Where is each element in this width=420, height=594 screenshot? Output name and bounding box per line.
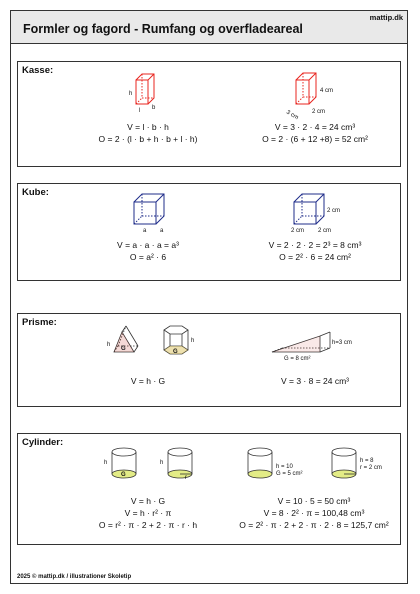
label-b-example: 2 cm — [312, 109, 326, 115]
label-a-front-example: 2 cm — [291, 228, 305, 234]
label-h-example: h=3 cm — [332, 340, 352, 346]
label-b: b — [152, 105, 156, 111]
page-title: Formler og fagord - Rumfang og overfladeareal — [23, 22, 303, 36]
cylinder-radius-example-figure — [328, 444, 404, 490]
cylinder-example-figure — [244, 444, 324, 490]
section-label: Kube: — [22, 187, 49, 198]
label-G: G — [121, 472, 126, 478]
section-kasse — [17, 61, 401, 167]
box-example-figure — [280, 68, 350, 122]
label-G: G — [121, 346, 126, 352]
example-surface: O = 2² · 6 = 24 cm² — [279, 252, 351, 262]
label-h: h — [129, 91, 133, 97]
triangular-prism-figure — [100, 322, 150, 370]
label-G: G — [173, 349, 178, 355]
label-r-example: r = 2 cm — [360, 465, 382, 471]
label-h: h — [191, 338, 195, 344]
example-surface: O = 2² · π · 2 + 2 · π · 2 · 8 = 125,7 cm² — [239, 520, 389, 530]
label-h: h — [107, 342, 111, 348]
section-label: Prisme: — [22, 317, 57, 328]
label-h-example: h = 10 — [276, 464, 293, 470]
formula-volume: V = a · a · a = a³ — [117, 240, 179, 250]
label-l: l — [139, 108, 141, 114]
label-h-example: h = 8 — [360, 458, 374, 464]
label-a-height-example: 2 cm — [327, 208, 341, 214]
formula-surface: O = r² · π · 2 + 2 · π · r · h — [98, 520, 198, 530]
box-figure — [118, 68, 178, 116]
label-a-front: a — [143, 228, 147, 234]
cylinder-figure — [102, 444, 146, 490]
label-h: h — [104, 460, 108, 466]
label-l-example: 3 cm — [285, 109, 300, 122]
cube-example-figure — [280, 190, 350, 234]
section-cylinder — [17, 433, 401, 545]
example-surface: O = 2 · (6 + 12 +8) = 52 cm² — [262, 134, 368, 144]
copyright-footer: 2025 © mattip.dk / illustrationer Skoletip — [17, 574, 132, 580]
section-kube — [17, 183, 401, 281]
cube-figure — [126, 190, 174, 234]
label-a-side: a — [160, 228, 164, 234]
formula-volume: V = l · b · h — [127, 122, 169, 132]
label-r: r — [185, 475, 187, 481]
example-volume: V = 3 · 2 · 4 = 24 cm³ — [274, 122, 356, 132]
label-a-side-example: 2 cm — [318, 228, 332, 234]
label-h: h — [160, 460, 164, 466]
formula-surface: O = a² · 6 — [129, 252, 167, 262]
label-h-example: 4 cm — [320, 88, 334, 94]
formula-surface: O = 2 · (l · b + h · b + l · h) — [98, 134, 198, 144]
site-name: mattip.dk — [369, 13, 403, 22]
example-volume-r: V = 8 · 2² · π = 100,48 cm³ — [263, 508, 365, 518]
example-volume: V = 3 · 8 = 24 cm³ — [280, 376, 350, 386]
example-volume-G: V = 10 · 5 = 50 cm³ — [277, 496, 351, 506]
label-G-example: G = 5 cm² — [276, 471, 303, 477]
formula-volume-G: V = h · G — [130, 496, 166, 506]
worksheet-page — [10, 10, 408, 584]
label-G-example: G = 8 cm² — [284, 356, 311, 362]
section-prisme — [17, 313, 401, 407]
example-volume: V = 2 · 2 · 2 = 2³ = 8 cm³ — [268, 240, 362, 250]
section-label: Kasse: — [22, 65, 54, 76]
formula-volume-r: V = h · r² · π — [124, 508, 172, 518]
hexagonal-prism-figure — [156, 322, 206, 370]
formula-volume: V = h · G — [130, 376, 166, 386]
cylinder-radius-figure — [158, 444, 202, 490]
header-bar — [11, 11, 407, 44]
prism-example-figure — [266, 328, 366, 372]
section-label: Cylinder: — [22, 437, 64, 448]
